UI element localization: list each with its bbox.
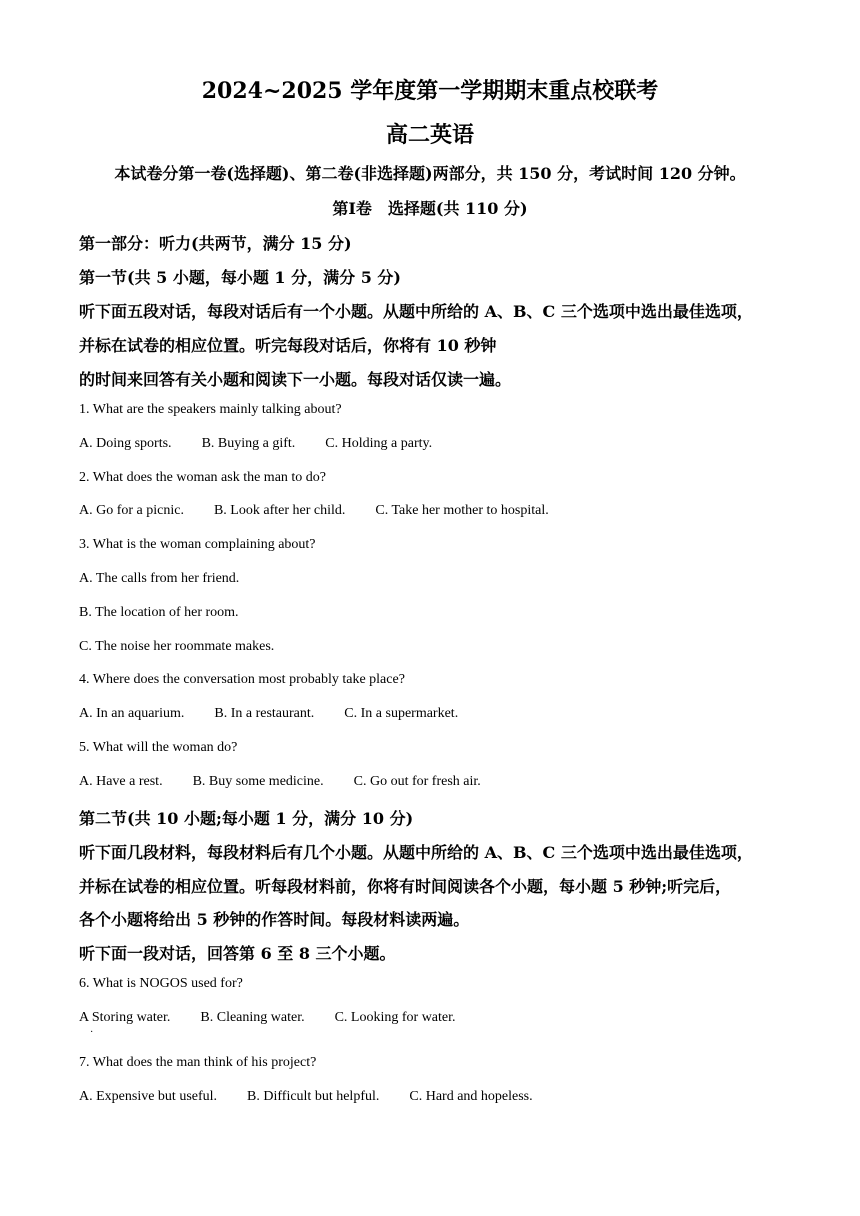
option-a: A. The calls from her friend.	[79, 571, 240, 586]
section1-instruction-3: 的时间来回答有关小题和阅读下一小题。每段对话仅读一遍。	[79, 370, 512, 389]
option-a: A Storing water.	[79, 1010, 171, 1025]
question-5: 5. What will the woman do?	[79, 740, 238, 755]
group-note: 听下面一段对话，回答第 6 至 8 三个小题。	[79, 944, 396, 963]
volume-heading: 第Ⅰ卷 选择题(共 110 分)	[332, 199, 528, 218]
question-6: 6. What is NOGOS used for?	[79, 976, 243, 991]
question-2-options	[79, 503, 549, 519]
question-4-options	[79, 706, 458, 722]
question-2: 2. What does the woman ask the man to do?	[79, 470, 327, 485]
option-b: B. The location of her room.	[79, 605, 239, 620]
question-1: 1. What are the speakers mainly talking about?	[79, 402, 342, 417]
section2-instruction-2: 并标在试卷的相应位置。听每段材料前，你将有时间阅读各个小题，每小题 5 秒钟;听完后，	[79, 877, 732, 896]
option-c: C. The noise her roommate makes.	[79, 639, 275, 654]
option-a: A. Doing sports.	[79, 436, 172, 451]
question-4: 4. Where does the conversation most probably take place?	[79, 672, 405, 687]
option-c: C. Take her mother to hospital.	[375, 503, 549, 518]
section2-instruction-3: 各个小题将给出 5 秒钟的作答时间。每段材料读两遍。	[79, 910, 470, 929]
option-c: C. Hard and hopeless.	[409, 1089, 533, 1104]
option-a: A. Have a rest.	[79, 774, 163, 789]
option-c: C. Looking for water.	[334, 1010, 456, 1025]
question-1-options	[79, 436, 432, 452]
option-b: B. Buy some medicine.	[192, 774, 324, 789]
option-c: C. Go out for fresh air.	[353, 774, 481, 789]
exam-intro: 本试卷分第一卷(选择题)、第二卷(非选择题)两部分，共 150 分，考试时间 120 分钟。	[114, 164, 746, 183]
question-5-options	[79, 774, 481, 790]
option-c: C. In a supermarket.	[344, 706, 459, 721]
section1-instruction-2: 并标在试卷的相应位置。听完每段对话后，你将有 10 秒钟	[79, 336, 497, 355]
question-7: 7. What does the man think of his project?	[79, 1055, 317, 1070]
option-c: C. Holding a party.	[325, 436, 433, 451]
exam-title: 2024~2025 学年度第一学期期末重点校联考	[201, 78, 659, 104]
option-b: B. Cleaning water.	[200, 1010, 305, 1025]
part1-heading: 第一部分：听力(共两节，满分 15 分)	[79, 234, 352, 253]
option-b: B. Look after her child.	[213, 503, 346, 518]
question-7-options	[79, 1089, 533, 1105]
question-3: 3. What is the woman complaining about?	[79, 537, 316, 552]
stray-mark: ·	[90, 1027, 94, 1038]
option-a: A. Go for a picnic.	[79, 503, 184, 518]
section2-instruction-1: 听下面几段材料，每段材料后有几个小题。从题中所给的 A、B、C 三个选项中选出最佳选项，	[79, 843, 753, 862]
question-6-options	[79, 1010, 456, 1026]
subject-title: 高二英语	[385, 122, 474, 148]
section1-heading: 第一节(共 5 小题，每小题 1 分，满分 5 分)	[79, 268, 401, 287]
option-b: B. Buying a gift.	[201, 436, 296, 451]
section2-heading: 第二节(共 10 小题;每小题 1 分，满分 10 分)	[79, 809, 414, 828]
section1-instruction-1: 听下面五段对话，每段对话后有一个小题。从题中所给的 A、B、C 三个选项中选出最佳选项，	[79, 302, 753, 321]
option-b: B. Difficult but helpful.	[247, 1089, 380, 1104]
option-a: A. In an aquarium.	[79, 706, 185, 721]
option-b: B. In a restaurant.	[214, 706, 315, 721]
option-a: A. Expensive but useful.	[79, 1089, 218, 1104]
